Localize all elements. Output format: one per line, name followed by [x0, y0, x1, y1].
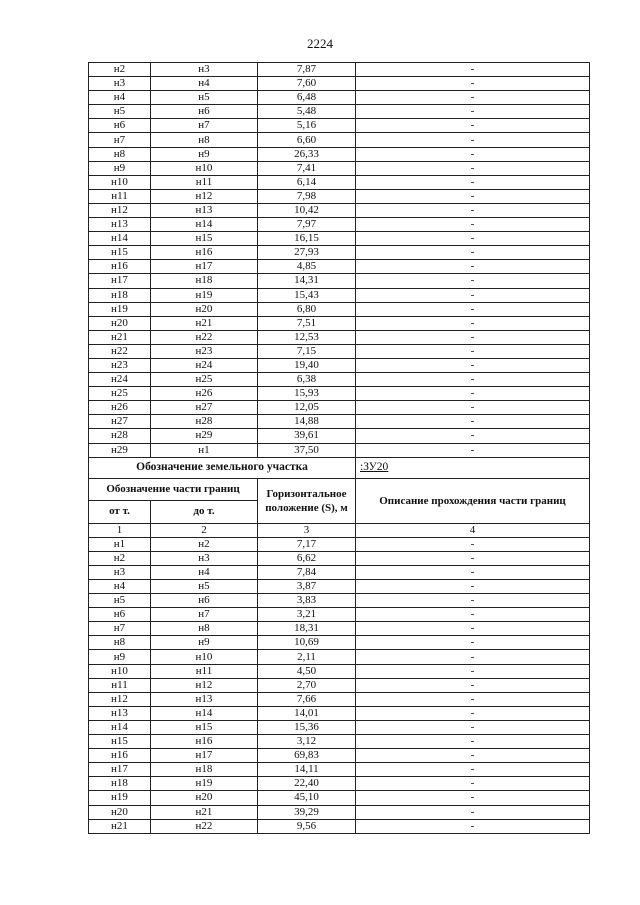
table-row [89, 692, 590, 706]
horizontal-distance-cell: 6,60 [258, 133, 356, 147]
from-point-cell: н10 [89, 664, 151, 678]
from-point-cell: н7 [89, 622, 151, 636]
description-cell: - [356, 288, 590, 302]
to-point-cell: н27 [151, 401, 258, 415]
description-cell: - [356, 344, 590, 358]
horizontal-distance-cell: 3,83 [258, 594, 356, 608]
horizontal-distance-cell: 3,12 [258, 735, 356, 749]
table-row [89, 161, 590, 175]
from-point-cell: н12 [89, 203, 151, 217]
table-row [89, 288, 590, 302]
header-from: от т. [89, 500, 151, 523]
horizontal-distance-cell: 16,15 [258, 232, 356, 246]
from-point-cell: н8 [89, 636, 151, 650]
horizontal-distance-cell: 69,83 [258, 749, 356, 763]
to-point-cell: н14 [151, 706, 258, 720]
table-row [89, 565, 590, 579]
description-cell: - [356, 650, 590, 664]
description-cell: - [356, 274, 590, 288]
horizontal-distance-cell: 39,29 [258, 805, 356, 819]
from-point-cell: н6 [89, 119, 151, 133]
from-point-cell: н26 [89, 401, 151, 415]
description-cell: - [356, 791, 590, 805]
horizontal-distance-cell: 15,36 [258, 720, 356, 734]
description-cell: - [356, 706, 590, 720]
description-cell: - [356, 594, 590, 608]
from-point-cell: н3 [89, 565, 151, 579]
horizontal-distance-cell: 6,80 [258, 302, 356, 316]
to-point-cell: н25 [151, 373, 258, 387]
description-cell: - [356, 91, 590, 105]
horizontal-distance-cell: 37,50 [258, 443, 356, 457]
table-row [89, 664, 590, 678]
table-row [89, 260, 590, 274]
to-point-cell: н22 [151, 330, 258, 344]
table-row [89, 401, 590, 415]
from-point-cell: н6 [89, 608, 151, 622]
to-point-cell: н8 [151, 622, 258, 636]
header-numbers-row [89, 523, 590, 537]
plot-label: Обозначение земельного участка [89, 457, 356, 478]
table-row [89, 429, 590, 443]
from-point-cell: н22 [89, 344, 151, 358]
description-cell: - [356, 358, 590, 372]
description-cell: - [356, 622, 590, 636]
to-point-cell: н21 [151, 316, 258, 330]
to-point-cell: н16 [151, 735, 258, 749]
horizontal-distance-cell: 15,93 [258, 387, 356, 401]
to-point-cell: н9 [151, 147, 258, 161]
boundary-table [88, 62, 590, 834]
from-point-cell: н10 [89, 175, 151, 189]
horizontal-distance-cell: 4,50 [258, 664, 356, 678]
horizontal-distance-cell: 12,53 [258, 330, 356, 344]
table-row [89, 119, 590, 133]
description-cell: - [356, 735, 590, 749]
to-point-cell: н6 [151, 594, 258, 608]
to-point-cell: н18 [151, 274, 258, 288]
description-cell: - [356, 175, 590, 189]
horizontal-distance-cell: 5,16 [258, 119, 356, 133]
description-cell: - [356, 805, 590, 819]
from-point-cell: н12 [89, 692, 151, 706]
table-row [89, 77, 590, 91]
from-point-cell: н19 [89, 302, 151, 316]
header-part-designation: Обозначение части границ [89, 478, 258, 500]
table-row [89, 763, 590, 777]
table-row [89, 749, 590, 763]
header-horizontal: Горизонтальное положение (S), м [258, 478, 356, 523]
horizontal-distance-cell: 7,98 [258, 189, 356, 203]
table-row [89, 330, 590, 344]
bottom-table-body [89, 537, 590, 833]
table-row [89, 91, 590, 105]
description-cell: - [356, 551, 590, 565]
from-point-cell: н8 [89, 147, 151, 161]
to-point-cell: н19 [151, 288, 258, 302]
from-point-cell: н18 [89, 288, 151, 302]
from-point-cell: н20 [89, 805, 151, 819]
description-cell: - [356, 443, 590, 457]
header-description: Описание прохождения части границ [356, 478, 590, 523]
from-point-cell: н5 [89, 594, 151, 608]
horizontal-distance-cell: 7,66 [258, 692, 356, 706]
description-cell: - [356, 203, 590, 217]
horizontal-distance-cell: 10,69 [258, 636, 356, 650]
description-cell: - [356, 763, 590, 777]
table-row [89, 133, 590, 147]
horizontal-distance-cell: 26,33 [258, 147, 356, 161]
description-cell: - [356, 330, 590, 344]
description-cell: - [356, 565, 590, 579]
table-row [89, 678, 590, 692]
to-point-cell: н9 [151, 636, 258, 650]
to-point-cell: н15 [151, 232, 258, 246]
horizontal-distance-cell: 7,15 [258, 344, 356, 358]
from-point-cell: н2 [89, 63, 151, 77]
from-point-cell: н13 [89, 218, 151, 232]
table-row [89, 358, 590, 372]
from-point-cell: н14 [89, 720, 151, 734]
to-point-cell: н8 [151, 133, 258, 147]
to-point-cell: н6 [151, 105, 258, 119]
table-row [89, 537, 590, 551]
to-point-cell: н29 [151, 429, 258, 443]
table-row [89, 302, 590, 316]
table-row [89, 373, 590, 387]
to-point-cell: н23 [151, 344, 258, 358]
from-point-cell: н25 [89, 387, 151, 401]
from-point-cell: н5 [89, 105, 151, 119]
header-to: до т. [151, 500, 258, 523]
from-point-cell: н19 [89, 791, 151, 805]
table-row [89, 316, 590, 330]
horizontal-distance-cell: 14,31 [258, 274, 356, 288]
horizontal-distance-cell: 7,97 [258, 218, 356, 232]
to-point-cell: н3 [151, 551, 258, 565]
table-row [89, 551, 590, 565]
description-cell: - [356, 260, 590, 274]
from-point-cell: н15 [89, 735, 151, 749]
table-row [89, 805, 590, 819]
description-cell: - [356, 105, 590, 119]
from-point-cell: н17 [89, 274, 151, 288]
to-point-cell: н14 [151, 218, 258, 232]
from-point-cell: н21 [89, 330, 151, 344]
plot-header [89, 457, 590, 537]
table-row [89, 706, 590, 720]
description-cell: - [356, 692, 590, 706]
table-row [89, 274, 590, 288]
horizontal-distance-cell: 6,62 [258, 551, 356, 565]
table-row [89, 189, 590, 203]
to-point-cell: н22 [151, 819, 258, 833]
to-point-cell: н2 [151, 537, 258, 551]
description-cell: - [356, 636, 590, 650]
to-point-cell: н17 [151, 260, 258, 274]
plot-row [89, 457, 590, 478]
top-table-body [89, 63, 590, 458]
from-point-cell: н2 [89, 551, 151, 565]
description-cell: - [356, 147, 590, 161]
table-row [89, 650, 590, 664]
horizontal-distance-cell: 27,93 [258, 246, 356, 260]
horizontal-distance-cell: 10,42 [258, 203, 356, 217]
page-number: 2224 [307, 36, 333, 51]
description-cell: - [356, 580, 590, 594]
to-point-cell: н3 [151, 63, 258, 77]
header-num-4: 4 [356, 523, 590, 537]
table-row [89, 777, 590, 791]
description-cell: - [356, 387, 590, 401]
horizontal-distance-cell: 14,01 [258, 706, 356, 720]
horizontal-distance-cell: 7,60 [258, 77, 356, 91]
to-point-cell: н7 [151, 608, 258, 622]
to-point-cell: н10 [151, 161, 258, 175]
from-point-cell: н27 [89, 415, 151, 429]
table-row [89, 175, 590, 189]
horizontal-distance-cell: 22,40 [258, 777, 356, 791]
to-point-cell: н24 [151, 358, 258, 372]
description-cell: - [356, 232, 590, 246]
description-cell: - [356, 608, 590, 622]
from-point-cell: н14 [89, 232, 151, 246]
horizontal-distance-cell: 2,70 [258, 678, 356, 692]
description-cell: - [356, 77, 590, 91]
horizontal-distance-cell: 6,48 [258, 91, 356, 105]
from-point-cell: н9 [89, 161, 151, 175]
description-cell: - [356, 373, 590, 387]
table-row [89, 791, 590, 805]
description-cell: - [356, 429, 590, 443]
to-point-cell: н12 [151, 189, 258, 203]
description-cell: - [356, 63, 590, 77]
horizontal-distance-cell: 7,87 [258, 63, 356, 77]
from-point-cell: н9 [89, 650, 151, 664]
from-point-cell: н20 [89, 316, 151, 330]
description-cell: - [356, 401, 590, 415]
to-point-cell: н13 [151, 692, 258, 706]
to-point-cell: н21 [151, 805, 258, 819]
horizontal-distance-cell: 3,21 [258, 608, 356, 622]
from-point-cell: н1 [89, 537, 151, 551]
to-point-cell: н11 [151, 664, 258, 678]
horizontal-distance-cell: 14,11 [258, 763, 356, 777]
table-row [89, 580, 590, 594]
description-cell: - [356, 189, 590, 203]
table-row [89, 415, 590, 429]
plot-id: :ЗУ20 [356, 457, 590, 478]
horizontal-distance-cell: 7,17 [258, 537, 356, 551]
table-row [89, 443, 590, 457]
from-point-cell: н21 [89, 819, 151, 833]
from-point-cell: н4 [89, 91, 151, 105]
horizontal-distance-cell: 12,05 [258, 401, 356, 415]
to-point-cell: н7 [151, 119, 258, 133]
description-cell: - [356, 819, 590, 833]
horizontal-distance-cell: 9,56 [258, 819, 356, 833]
from-point-cell: н16 [89, 749, 151, 763]
horizontal-distance-cell: 7,51 [258, 316, 356, 330]
description-cell: - [356, 246, 590, 260]
horizontal-distance-cell: 45,10 [258, 791, 356, 805]
from-point-cell: н23 [89, 358, 151, 372]
from-point-cell: н4 [89, 580, 151, 594]
description-cell: - [356, 415, 590, 429]
description-cell: - [356, 119, 590, 133]
to-point-cell: н13 [151, 203, 258, 217]
to-point-cell: н15 [151, 720, 258, 734]
header-num-1: 1 [89, 523, 151, 537]
table-row [89, 735, 590, 749]
from-point-cell: н13 [89, 706, 151, 720]
to-point-cell: н4 [151, 565, 258, 579]
from-point-cell: н15 [89, 246, 151, 260]
table-row [89, 105, 590, 119]
description-cell: - [356, 316, 590, 330]
from-point-cell: н7 [89, 133, 151, 147]
horizontal-distance-cell: 4,85 [258, 260, 356, 274]
description-cell: - [356, 218, 590, 232]
to-point-cell: н10 [151, 650, 258, 664]
table-row [89, 63, 590, 77]
to-point-cell: н17 [151, 749, 258, 763]
table-row [89, 344, 590, 358]
table-row [89, 203, 590, 217]
from-point-cell: н18 [89, 777, 151, 791]
to-point-cell: н16 [151, 246, 258, 260]
horizontal-distance-cell: 18,31 [258, 622, 356, 636]
horizontal-distance-cell: 15,43 [258, 288, 356, 302]
header-row-1 [89, 478, 590, 500]
table-row [89, 819, 590, 833]
to-point-cell: н4 [151, 77, 258, 91]
table-row [89, 246, 590, 260]
table-row [89, 387, 590, 401]
description-cell: - [356, 133, 590, 147]
to-point-cell: н18 [151, 763, 258, 777]
from-point-cell: н17 [89, 763, 151, 777]
description-cell: - [356, 302, 590, 316]
horizontal-distance-cell: 14,88 [258, 415, 356, 429]
to-point-cell: н5 [151, 91, 258, 105]
table-row [89, 147, 590, 161]
description-cell: - [356, 749, 590, 763]
horizontal-distance-cell: 6,14 [258, 175, 356, 189]
horizontal-distance-cell: 2,11 [258, 650, 356, 664]
from-point-cell: н28 [89, 429, 151, 443]
description-cell: - [356, 720, 590, 734]
to-point-cell: н5 [151, 580, 258, 594]
from-point-cell: н24 [89, 373, 151, 387]
from-point-cell: н16 [89, 260, 151, 274]
to-point-cell: н28 [151, 415, 258, 429]
description-cell: - [356, 664, 590, 678]
header-num-2: 2 [151, 523, 258, 537]
to-point-cell: н26 [151, 387, 258, 401]
horizontal-distance-cell: 7,41 [258, 161, 356, 175]
horizontal-distance-cell: 19,40 [258, 358, 356, 372]
to-point-cell: н20 [151, 302, 258, 316]
from-point-cell: н29 [89, 443, 151, 457]
table-row [89, 720, 590, 734]
horizontal-distance-cell: 7,84 [258, 565, 356, 579]
table-row [89, 232, 590, 246]
to-point-cell: н1 [151, 443, 258, 457]
description-cell: - [356, 777, 590, 791]
table-row [89, 608, 590, 622]
table-row [89, 594, 590, 608]
header-num-3: 3 [258, 523, 356, 537]
to-point-cell: н20 [151, 791, 258, 805]
table-row [89, 622, 590, 636]
description-cell: - [356, 537, 590, 551]
horizontal-distance-cell: 39,61 [258, 429, 356, 443]
horizontal-distance-cell: 3,87 [258, 580, 356, 594]
from-point-cell: н11 [89, 678, 151, 692]
to-point-cell: н19 [151, 777, 258, 791]
from-point-cell: н11 [89, 189, 151, 203]
to-point-cell: н11 [151, 175, 258, 189]
description-cell: - [356, 678, 590, 692]
to-point-cell: н12 [151, 678, 258, 692]
from-point-cell: н3 [89, 77, 151, 91]
table-row [89, 636, 590, 650]
table-row [89, 218, 590, 232]
description-cell: - [356, 161, 590, 175]
horizontal-distance-cell: 6,38 [258, 373, 356, 387]
horizontal-distance-cell: 5,48 [258, 105, 356, 119]
